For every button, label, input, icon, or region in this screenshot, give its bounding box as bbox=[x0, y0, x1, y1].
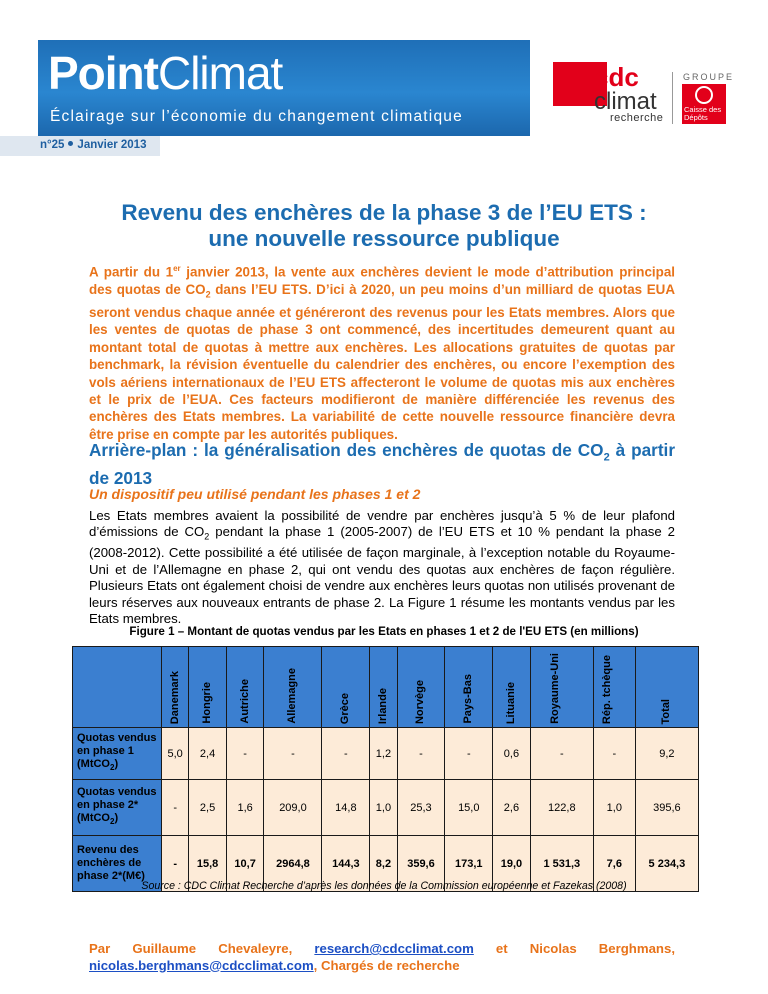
table-cell: - bbox=[162, 836, 189, 892]
table-cell: 8,2 bbox=[370, 836, 397, 892]
body-paragraph: Les Etats membres avaient la possibilité de vendre par enchères jusqu’à 5 % de leur plafond d’émissions de $CO_2$ pendant la phase 1 (2005-2007) de l’EU ETS et 10 % pendant la phase 2 (2008-2012). Cette possibilité a été utilisée de façon marginale, à l’exception notable du Royaume-Uni et de l’Allemagne en phase 2, qui ont vendu des quotas aux enchères de façon régulière. Plusieurs Etats ont également choisi de vendre aux enchères leurs quotas non utilisés provenant de leurs réserves aux nouveaux entrants de phase 2. La Figure 1 résume les montants vendus par les Etats membres. bbox=[89, 508, 676, 627]
table-cell: 173,1 bbox=[445, 836, 493, 892]
groupe-label: GROUPE bbox=[683, 72, 735, 82]
issue-info: n°25 Janvier 2013 bbox=[40, 139, 147, 151]
table-cell: 5,0 bbox=[162, 728, 189, 780]
table-cell: 1,6 bbox=[226, 780, 264, 836]
col-header: Total bbox=[635, 647, 698, 728]
logo-divider bbox=[672, 72, 673, 124]
table-cell: 7,6 bbox=[593, 836, 635, 892]
table-source: Source : CDC Climat Recherche d’après les données de la Commission européenne et Fazekas (2008) bbox=[141, 880, 627, 892]
col-header: Irlande bbox=[370, 647, 397, 728]
table-cell: 14,8 bbox=[322, 780, 370, 836]
abstract: A partir du 1er janvier 2013, la vente aux enchères devient le mode d’attribution principal des quotas de $CO_2$ dans l’EU ETS. D’ici à 2020, un peu moins d’un milliard de quotas EUA seront vendus chaque année et généreront des revenus pour les Etats membres. Alors que les ventes de quotas de phase 3 ont commencé, des incertitudes demeurent quant au montant total de quotas à mettre aux enchères. Les allocations gratuites de quotas par benchmark, la révision éventuelle du calendrier des enchères, ou encore l’exemption des vols aériens internationaux de l’EU ETS affecteront le volume de quotas mis aux enchères et le prix de l’EUA. Ces facteurs modifieront de manière différenciée les revenus des enchères des Etats membres. La variabilité de cette nouvelle ressource financière devra être prise en compte par les autorités publiques. bbox=[89, 264, 675, 442]
table-cell: 10,7 bbox=[226, 836, 264, 892]
table-cell: 2964,8 bbox=[264, 836, 322, 892]
table-cell: - bbox=[445, 728, 493, 780]
col-header: Grèce bbox=[322, 647, 370, 728]
table-cell: 359,6 bbox=[397, 836, 445, 892]
col-header: Autriche bbox=[226, 647, 264, 728]
emblem-icon bbox=[695, 86, 713, 104]
col-header: Norvège bbox=[397, 647, 445, 728]
section-title: Arrière-plan : la généralisation des enchères de quotas de $CO_2$ à partir de 2013 bbox=[89, 440, 676, 489]
table-cell: - bbox=[530, 728, 593, 780]
table-cell: 122,8 bbox=[530, 780, 593, 836]
col-header: Hongrie bbox=[189, 647, 227, 728]
table-corner bbox=[73, 647, 162, 728]
row-header: Quotas vendus en phase 1 (MtCO$_2$) bbox=[73, 728, 162, 780]
table-row bbox=[73, 780, 699, 836]
table-cell: 1 531,3 bbox=[530, 836, 593, 892]
recherche-logo-text: recherche bbox=[610, 112, 664, 124]
col-header: Rép. tchèque bbox=[593, 647, 635, 728]
table-cell: 2,5 bbox=[189, 780, 227, 836]
col-header: Danemark bbox=[162, 647, 189, 728]
col-header: Royaume-Uni bbox=[530, 647, 593, 728]
bullet-icon bbox=[68, 141, 73, 146]
table-cell: 9,2 bbox=[635, 728, 698, 780]
climat-logo-text: climat bbox=[594, 88, 657, 115]
table-cell: 1,0 bbox=[370, 780, 397, 836]
table-cell: 2,4 bbox=[189, 728, 227, 780]
table-cell: 1,0 bbox=[593, 780, 635, 836]
email-link-research[interactable]: research@cdcclimat.com bbox=[314, 941, 474, 956]
cdc-logo-text: cdc bbox=[594, 62, 639, 92]
row-header: Revenu des enchères de phase 2*(M€) bbox=[73, 836, 162, 892]
table-cell: 144,3 bbox=[322, 836, 370, 892]
table-cell: 15,8 bbox=[189, 836, 227, 892]
email-link-nicolas[interactable]: nicolas.berghmans@cdcclimat.com bbox=[89, 957, 314, 973]
row-header: Quotas vendus en phase 2*(MtCO$_2$) bbox=[73, 780, 162, 836]
caisse-des-depots-logo: Caisse des Dépôts bbox=[682, 84, 726, 124]
table-cell: 5 234,3 bbox=[635, 836, 698, 892]
col-header: Allemagne bbox=[264, 647, 322, 728]
table-cell: - bbox=[397, 728, 445, 780]
col-header: Lituanie bbox=[493, 647, 531, 728]
table-cell: 19,0 bbox=[493, 836, 531, 892]
auction-table bbox=[72, 646, 699, 892]
table-cell: 209,0 bbox=[264, 780, 322, 836]
table-cell: 15,0 bbox=[445, 780, 493, 836]
subsection-title: Un dispositif peu utilisé pendant les phases 1 et 2 bbox=[89, 486, 421, 502]
table-cell: 0,6 bbox=[493, 728, 531, 780]
brand-title: PointClimat bbox=[48, 47, 283, 99]
header-banner bbox=[38, 40, 530, 136]
document-title: Revenu des enchères de la phase 3 de l’EU ETS : une nouvelle ressource publique bbox=[121, 200, 647, 251]
table-header-row bbox=[73, 647, 699, 728]
table-cell: 2,6 bbox=[493, 780, 531, 836]
table-cell: - bbox=[226, 728, 264, 780]
figure-title: Figure 1 – Montant de quotas vendus par les Etats en phases 1 et 2 de l'EU ETS (en millions) bbox=[129, 625, 639, 638]
author-line: Par Guillaume Chevaleyre, research@cdcclimat.com et Nicolas Berghmans, nicolas.berghmans@cdcclimat.com, Chargés de recherche bbox=[89, 941, 675, 973]
table-cell: 395,6 bbox=[635, 780, 698, 836]
brand-tagline: Éclairage sur l’économie du changement climatique bbox=[50, 108, 463, 125]
table-cell: - bbox=[593, 728, 635, 780]
table-cell: 25,3 bbox=[397, 780, 445, 836]
table-row bbox=[73, 728, 699, 780]
table-cell: 1,2 bbox=[370, 728, 397, 780]
col-header: Pays-Bas bbox=[445, 647, 493, 728]
table-cell: - bbox=[322, 728, 370, 780]
table-cell: - bbox=[264, 728, 322, 780]
table-cell: - bbox=[162, 780, 189, 836]
